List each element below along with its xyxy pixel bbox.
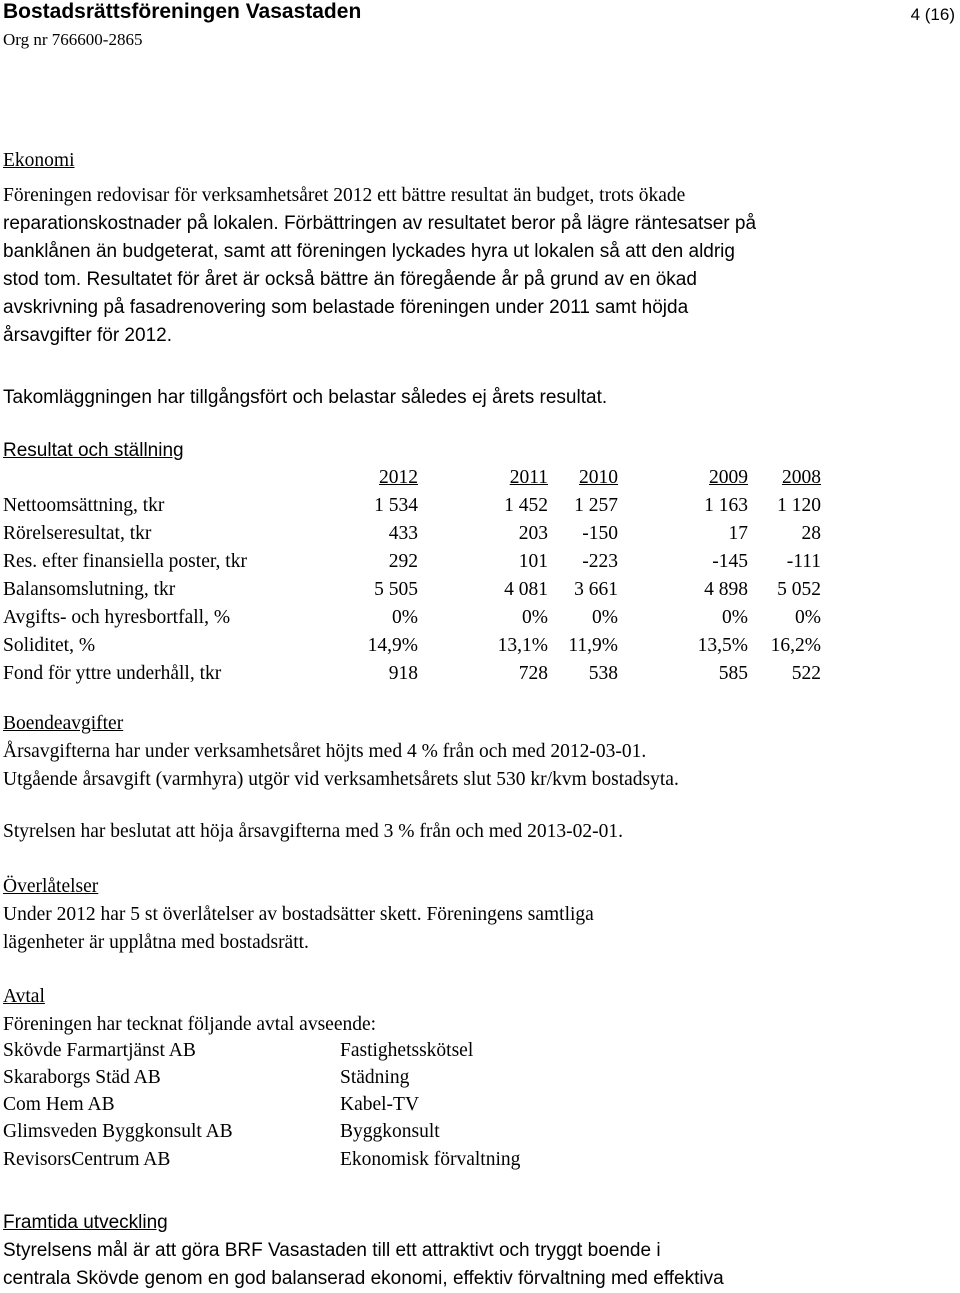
org-number: Org nr 766600-2865 bbox=[3, 30, 143, 49]
table-cell: 728 bbox=[518, 663, 548, 684]
year-header: 2009 bbox=[709, 467, 748, 488]
ekonomi-line bbox=[3, 266, 953, 294]
ekonomi-line: Föreningen redovisar för verksamhetsåret 2012 ett bättre resultat än budget, trots ökade bbox=[3, 185, 686, 206]
ekonomi-paragraph-1-cont bbox=[3, 210, 953, 350]
resultat-section bbox=[3, 437, 953, 465]
table-cell: 101 bbox=[518, 551, 548, 572]
overlatelser-line: Under 2012 har 5 st överlåtelser av bostadsätter skett. Föreningens samtliga bbox=[3, 904, 594, 925]
boendeavgifter-line: Styrelsen har beslutat att höja årsavgifterna med 3 % från och med 2013-02-01. bbox=[3, 821, 624, 842]
overlatelser-heading: Överlåtelser bbox=[3, 876, 99, 897]
table-header-cell bbox=[3, 464, 343, 492]
boendeavgifter-decision bbox=[3, 818, 953, 846]
year-header: 2010 bbox=[579, 467, 618, 488]
boendeavgifter-line: Utgående årsavgift (varmhyra) utgör vid verksamhetsårets slut 530 kr/kvm bostadsyta. bbox=[3, 769, 679, 790]
table-cell: 522 bbox=[791, 663, 821, 684]
table-cell: 538 bbox=[588, 663, 618, 684]
framtida-section bbox=[3, 1209, 953, 1293]
year-header: 2011 bbox=[509, 467, 548, 488]
avtal-service: Fastighetsskötsel bbox=[340, 1040, 474, 1061]
association-name: Bostadsrättsföreningen Vasastaden bbox=[3, 0, 362, 23]
avtal-intro: Föreningen har tecknat följande avtal avseende: bbox=[3, 1014, 377, 1035]
framtida-line: Styrelsens mål är att göra BRF Vasastaden till ett attraktivt och tryggt boende i bbox=[3, 1240, 661, 1261]
table-cell: 5 505 bbox=[374, 579, 418, 600]
table-cell: 1 120 bbox=[777, 495, 821, 516]
table-cell: 0% bbox=[392, 607, 418, 628]
ekonomi-line-part: stod tom. bbox=[3, 269, 82, 290]
row-label: Fond för yttre underhåll, tkr bbox=[3, 663, 222, 684]
avtal-company: Glimsveden Byggkonsult AB bbox=[3, 1121, 233, 1142]
row-label: Res. efter finansiella poster, tkr bbox=[3, 551, 247, 572]
financial-table bbox=[3, 464, 821, 688]
table-cell: 292 bbox=[388, 551, 418, 572]
row-label: Soliditet, % bbox=[3, 635, 96, 656]
ekonomi-heading: Ekonomi bbox=[3, 150, 75, 171]
boendeavgifter-section bbox=[3, 710, 953, 794]
table-cell: 14,9% bbox=[367, 635, 418, 656]
ekonomi-paragraph-1 bbox=[3, 182, 953, 210]
table-header-row bbox=[3, 464, 821, 492]
table-row bbox=[3, 492, 821, 520]
year-header: 2012 bbox=[379, 467, 418, 488]
table-row bbox=[3, 520, 821, 548]
table-cell: 0% bbox=[592, 607, 618, 628]
table-row bbox=[3, 548, 821, 576]
table-cell: 4 898 bbox=[704, 579, 748, 600]
table-cell: 0% bbox=[522, 607, 548, 628]
boendeavgifter-line: Årsavgifterna har under verksamhetsåret höjts med 4 % från och med 2012-03-01. bbox=[3, 741, 647, 762]
row-label: Rörelseresultat, tkr bbox=[3, 523, 152, 544]
table-cell: -223 bbox=[582, 551, 618, 572]
table-cell: 4 081 bbox=[504, 579, 548, 600]
ekonomi-paragraph-2 bbox=[3, 384, 953, 412]
table-cell: 11,9% bbox=[568, 635, 618, 656]
avtal-company: Com Hem AB bbox=[3, 1094, 115, 1115]
boendeavgifter-heading: Boendeavgifter bbox=[3, 713, 124, 734]
ekonomi-line: årsavgifter för 2012. bbox=[3, 325, 172, 346]
table-row bbox=[3, 604, 821, 632]
overlatelser-section bbox=[3, 873, 953, 957]
table-cell: -111 bbox=[786, 551, 821, 572]
avtal-company: Skaraborgs Städ AB bbox=[3, 1067, 161, 1088]
table-cell: 918 bbox=[388, 663, 418, 684]
overlatelser-line: lägenheter är upplåtna med bostadsrätt. bbox=[3, 932, 309, 953]
table-cell: 0% bbox=[795, 607, 821, 628]
avtal-company: RevisorsCentrum AB bbox=[3, 1149, 171, 1170]
table-cell: 5 052 bbox=[777, 579, 821, 600]
table-cell: 1 257 bbox=[574, 495, 618, 516]
avtal-section bbox=[3, 983, 953, 1039]
row-label: Avgifts- och hyresbortfall, % bbox=[3, 607, 231, 628]
table-cell: 1 452 bbox=[504, 495, 548, 516]
table-cell: -150 bbox=[582, 523, 618, 544]
table-cell: 16,2% bbox=[770, 635, 821, 656]
table-cell: 1 534 bbox=[374, 495, 418, 516]
avtal-heading: Avtal bbox=[3, 986, 45, 1007]
table-cell: 585 bbox=[718, 663, 748, 684]
table-cell: 13,1% bbox=[497, 635, 548, 656]
table-cell: 17 bbox=[728, 523, 748, 544]
ekonomi-line: avskrivning på fasadrenovering som belastade föreningen under 2011 samt höjda bbox=[3, 297, 689, 318]
table-cell: -145 bbox=[712, 551, 748, 572]
avtal-service: Kabel-TV bbox=[340, 1094, 420, 1115]
row-label: Nettoomsättning, tkr bbox=[3, 495, 165, 516]
ekonomi-line-part: Resultatet för året är också bättre än föregående år på grund av en ökad bbox=[86, 269, 697, 290]
page-number: 4 (16) bbox=[910, 5, 955, 24]
table-row bbox=[3, 660, 821, 688]
avtal-company: Skövde Farmartjänst AB bbox=[3, 1040, 196, 1061]
table-cell: 1 163 bbox=[704, 495, 748, 516]
ekonomi-section bbox=[3, 147, 953, 175]
table-cell: 3 661 bbox=[574, 579, 618, 600]
table-cell: 0% bbox=[722, 607, 748, 628]
framtida-heading: Framtida utveckling bbox=[3, 1212, 168, 1233]
avtal-service: Byggkonsult bbox=[340, 1121, 440, 1142]
avtal-service: Ekonomisk förvaltning bbox=[340, 1149, 521, 1170]
ekonomi-line: banklånen än budgeterat, samt att föreningen lyckades hyra ut lokalen så att den aldrig bbox=[3, 241, 735, 262]
year-header: 2008 bbox=[782, 467, 821, 488]
ekonomi-line: reparationskostnader på lokalen. Förbättringen av resultatet beror på lägre räntesatser på bbox=[3, 213, 757, 234]
avtal-service: Städning bbox=[340, 1067, 410, 1088]
table-cell: 28 bbox=[801, 523, 821, 544]
framtida-line: centrala Skövde genom en god balanserad ekonomi, effektiv förvaltning med effektiva bbox=[3, 1268, 724, 1289]
row-label: Balansomslutning, tkr bbox=[3, 579, 176, 600]
table-row bbox=[3, 632, 821, 660]
table-row bbox=[3, 576, 821, 604]
table-cell: 13,5% bbox=[697, 635, 748, 656]
table-cell: 203 bbox=[518, 523, 548, 544]
ekonomi-line: Takomläggningen har tillgångsfört och belastar således ej årets resultat. bbox=[3, 387, 608, 408]
resultat-heading: Resultat och ställning bbox=[3, 440, 184, 461]
table-cell: 433 bbox=[388, 523, 418, 544]
